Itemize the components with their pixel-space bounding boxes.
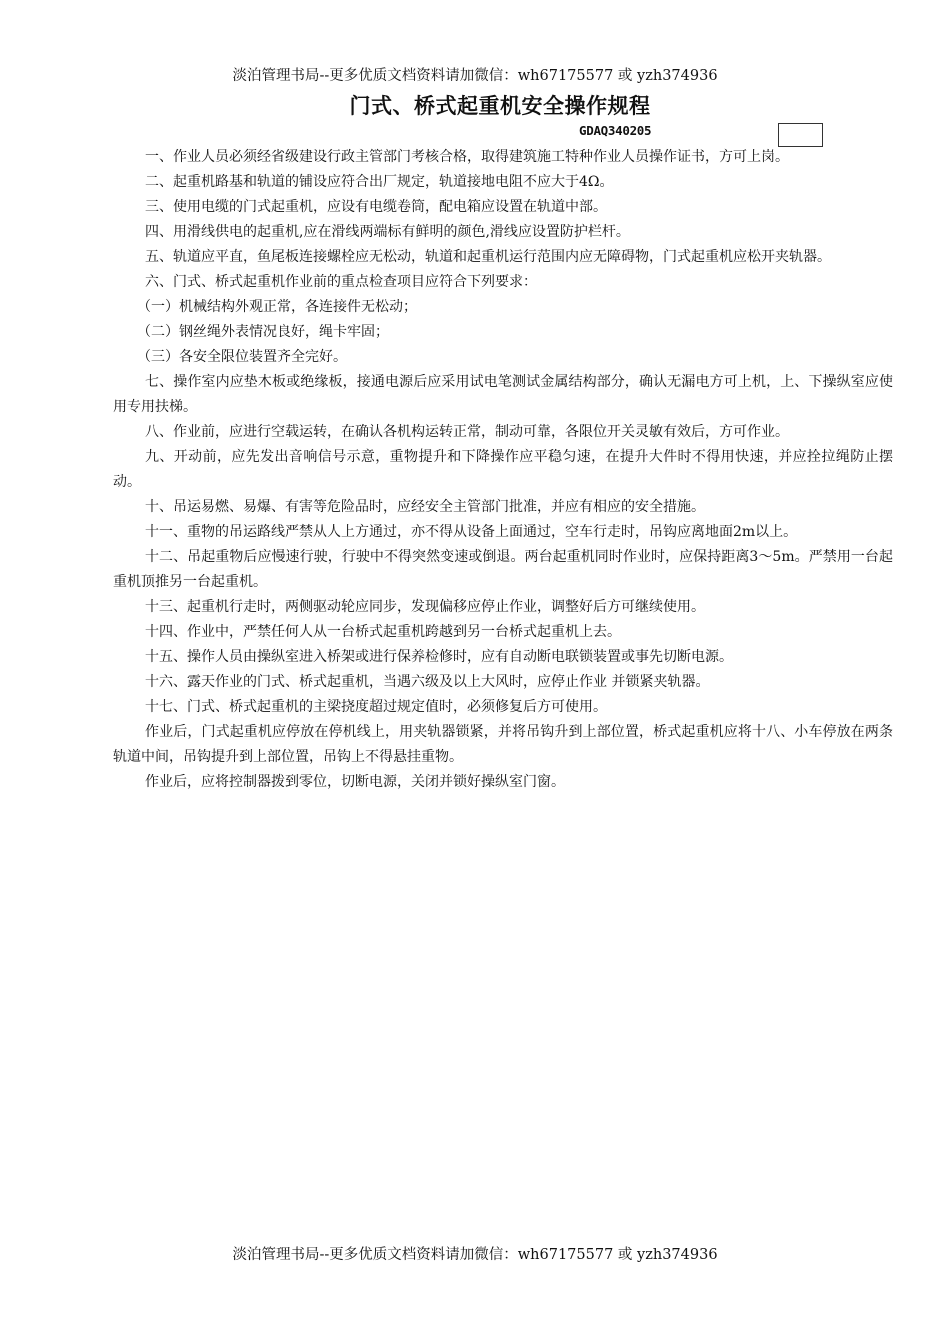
blank-box — [778, 123, 823, 147]
sub-item-3: （三）各安全限位装置齐全完好。 — [137, 349, 347, 365]
paragraph-6: 六、门式、桥式起重机作业前的重点检查项目应符合下列要求： — [145, 274, 537, 290]
paragraph-1: 一、作业人员必须经省级建设行政主管部门考核合格，取得建筑施工特种作业人员操作证书，方可上岗。 — [145, 149, 789, 165]
paragraph-after-work-2: 作业后，应将控制器拨到零位，切断电源，关闭并锁好操纵室门窗。 — [145, 774, 565, 790]
paragraph-5: 五、轨道应平直，鱼尾板连接螺栓应无松动，轨道和起重机运行范围内应无障碍物，门式起重机应松开夹轨器。 — [145, 249, 831, 265]
paragraph-11: 十一、重物的吊运路线严禁从人上方通过，亦不得从设备上面通过，空车行走时，吊钩应离地面2m以上。 — [145, 524, 798, 540]
paragraph-16: 十六、露天作业的门式、桥式起重机，当遇六级及以上大风时，应停止作业 并锁紧夹轨器。 — [145, 674, 710, 690]
paragraph-8: 八、作业前，应进行空载运转，在确认各机构运转正常，制动可靠，各限位开关灵敏有效后，方可作业。 — [145, 424, 789, 440]
footer-note: 淡泊管理书局--更多优质文档资料请加微信：wh67175577 或 yzh374936 — [232, 1247, 718, 1263]
paragraph-7: 七、操作室内应垫木板或绝缘板，接通电源后应采用试电笔测试金属结构部分，确认无漏电方可上机，上、下操纵室应使用专用扶梯。 — [113, 374, 893, 415]
paragraph-10: 十、吊运易燃、易爆、有害等危险品时，应经安全主管部门批准，并应有相应的安全措施。 — [145, 499, 705, 515]
sub-item-1: （一）机械结构外观正常，各连接件无松动； — [137, 299, 417, 315]
paragraph-2: 二、起重机路基和轨道的铺设应符合出厂规定，轨道接地电阻不应大于4Ω。 — [145, 174, 614, 190]
header-note: 淡泊管理书局--更多优质文档资料请加微信：wh67175577 或 yzh374936 — [232, 68, 718, 84]
sub-item-2: （二）钢丝绳外表情况良好，绳卡牢固； — [137, 324, 389, 340]
paragraph-15: 十五、操作人员由操纵室进入桥架或进行保养检修时，应有自动断电联锁装置或事先切断电源。 — [145, 649, 733, 665]
paragraph-12: 十二、吊起重物后应慢速行驶，行驶中不得突然变速或倒退。两台起重机同时作业时，应保持距离3～5m。严禁用一台起重机顶推另一台起重机。 — [113, 549, 893, 590]
document-body — [113, 145, 893, 795]
paragraph-4: 四、用滑线供电的起重机,应在滑线两端标有鲜明的颜色,滑线应设置防护栏杆。 — [145, 224, 630, 240]
paragraph-17: 十七、门式、桥式起重机的主梁挠度超过规定值时，必须修复后方可使用。 — [145, 699, 607, 715]
document-code: GDAQ340205 — [579, 123, 652, 138]
paragraph-after-work-1: 作业后，门式起重机应停放在停机线上，用夹轨器锁紧，并将吊钩升到上部位置，桥式起重机应将十八、小车停放在两条轨道中间，吊钩提升到上部位置，吊钩上不得悬挂重物。 — [113, 724, 893, 765]
paragraph-14: 十四、作业中，严禁任何人从一台桥式起重机跨越到另一台桥式起重机上去。 — [145, 624, 621, 640]
paragraph-13: 十三、起重机行走时，两侧驱动轮应同步，发现偏移应停止作业，调整好后方可继续使用。 — [145, 599, 705, 615]
paragraph-9: 九、开动前，应先发出音响信号示意，重物提升和下降操作应平稳匀速，在提升大件时不得用快速，并应拴拉绳防止摆动。 — [113, 449, 893, 490]
page-title: 门式、桥式起重机安全操作规程 — [349, 94, 651, 118]
paragraph-3: 三、使用电缆的门式起重机，应设有电缆卷筒，配电箱应设置在轨道中部。 — [145, 199, 607, 215]
